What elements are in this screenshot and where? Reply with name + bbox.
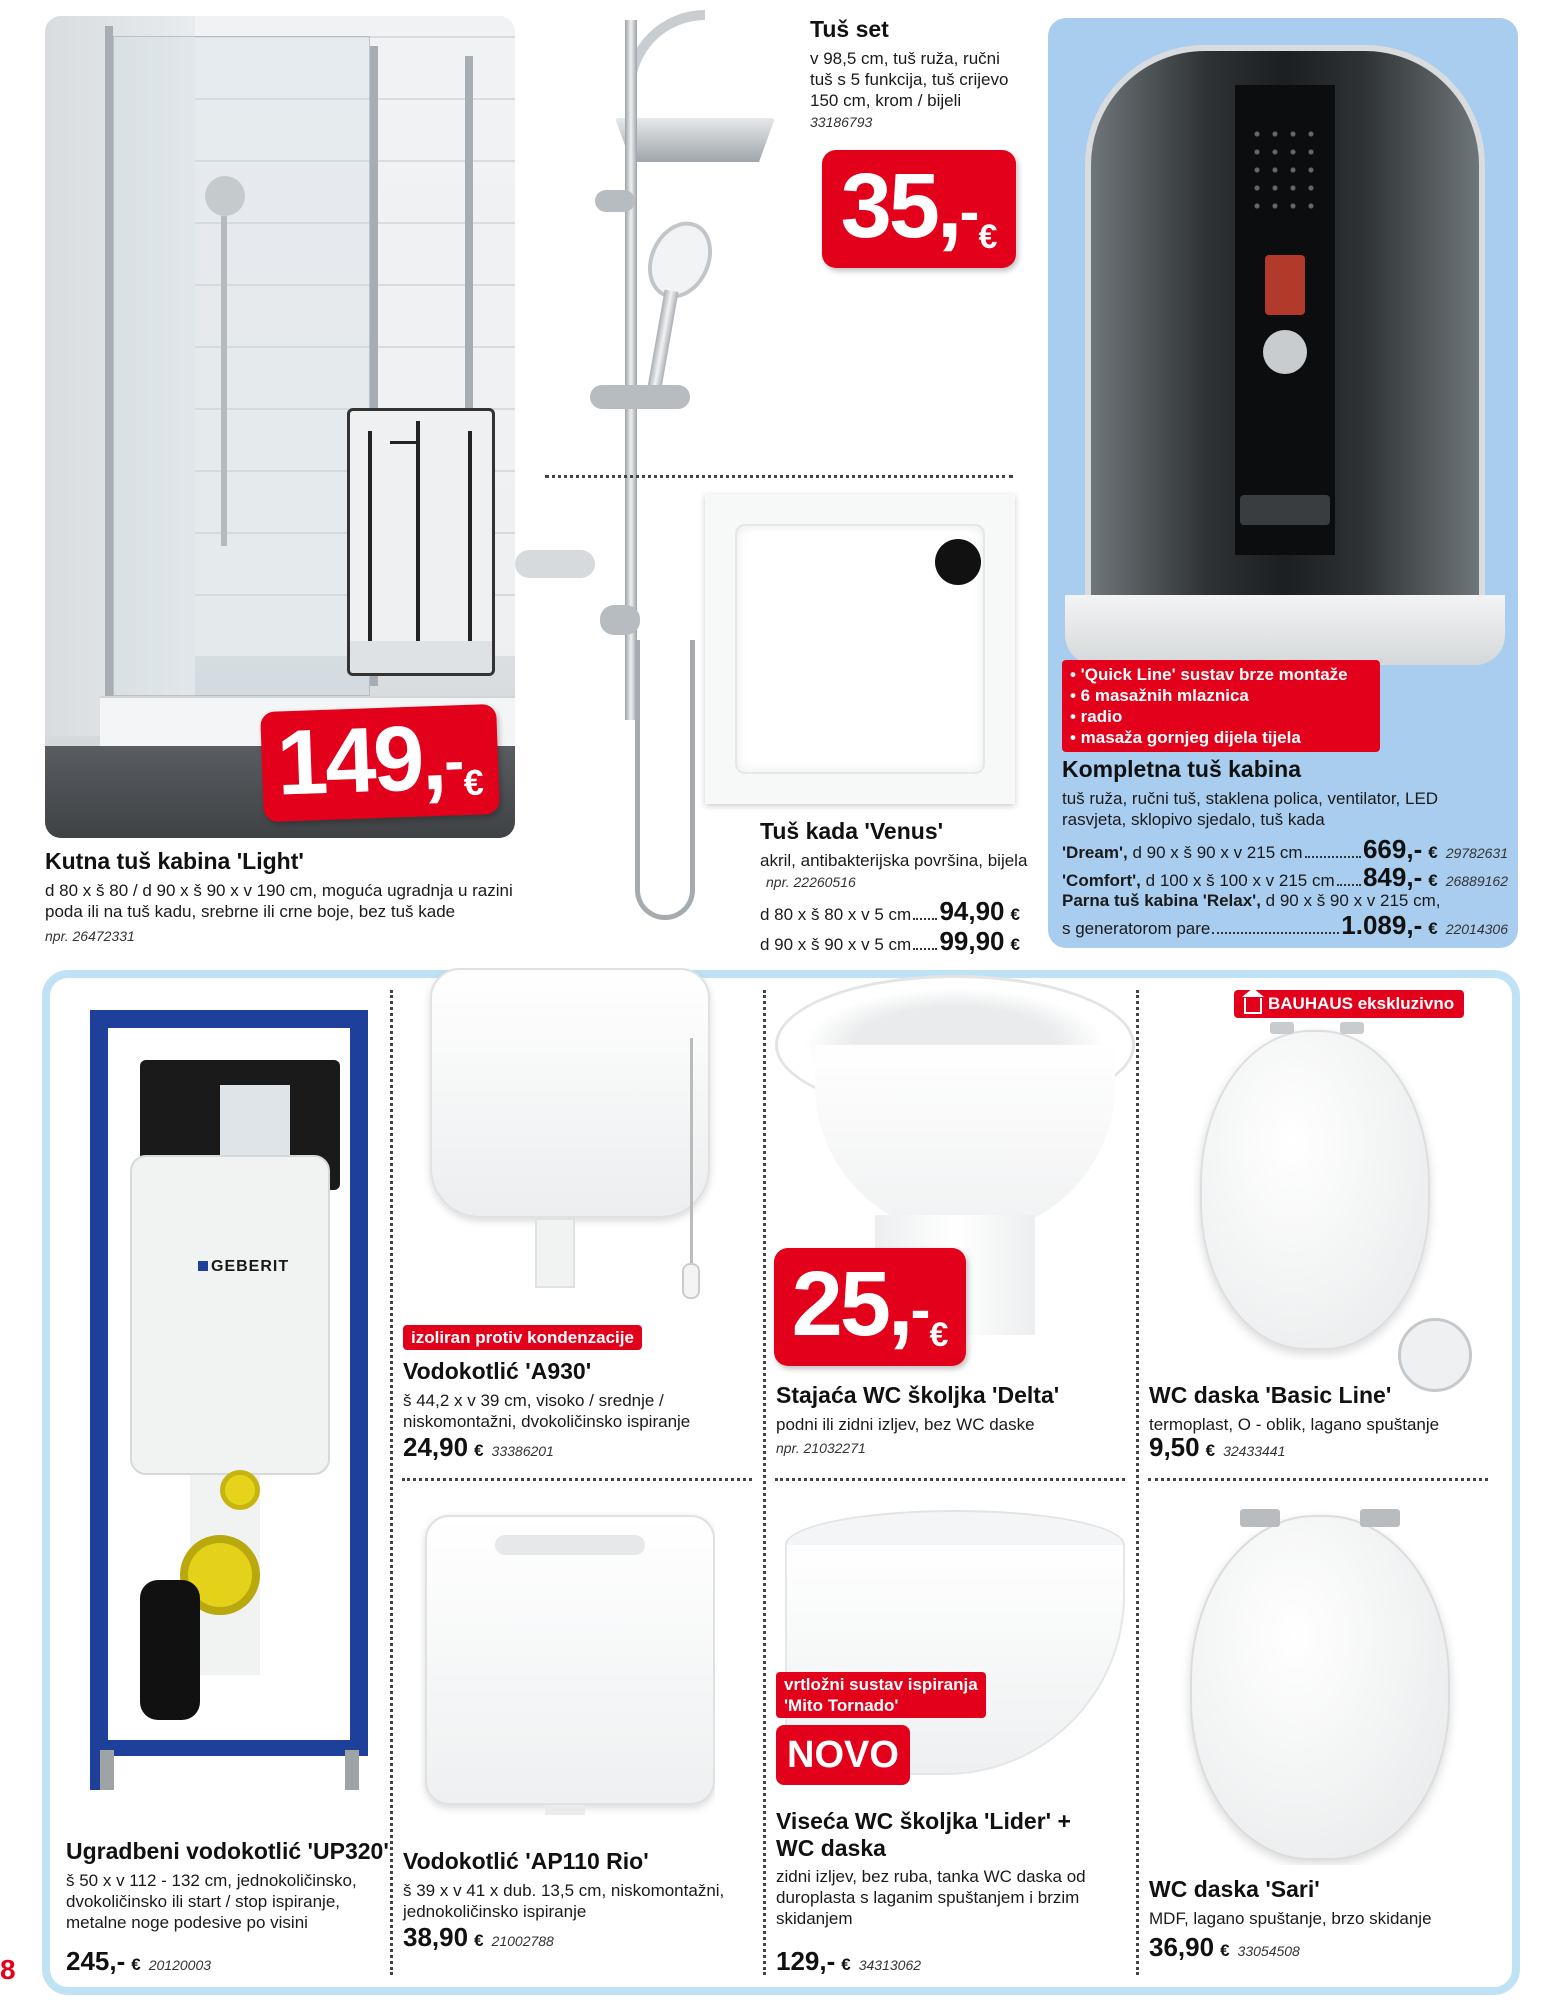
dream-price: 669,- [1362, 834, 1423, 864]
venus-tray-variant-1 [760, 896, 1020, 927]
bauhaus-exclusive-tag [1234, 990, 1464, 1018]
delta-title: Stajaća WC školjka 'Delta' [776, 1382, 1060, 1408]
sari-title: WC daska 'Sari' [1149, 1876, 1320, 1902]
a930-currency: € [474, 1441, 484, 1460]
venus-variant-2-label: d 90 x š 90 x v 5 cm [760, 935, 912, 954]
geberit-square-icon [198, 1261, 208, 1271]
relax-price: 1.089,- [1341, 910, 1423, 940]
venus-variant-1-label: d 80 x š 80 x v 5 cm [760, 905, 912, 924]
complete-cabin-variant-comfort [1062, 862, 1508, 893]
delta-price-currency: € [929, 1316, 949, 1354]
relax-name: Parna tuš kabina 'Relax', [1062, 891, 1261, 910]
light-cabin-price-dash: - [442, 727, 463, 795]
a930-title: Vodokotlić 'A930' [403, 1358, 592, 1384]
dream-currency: € [1428, 843, 1438, 862]
comfort-name: 'Comfort', [1062, 871, 1141, 890]
delta-price-dash: - [910, 1276, 928, 1343]
basic-line-currency: € [1205, 1441, 1216, 1460]
ap110-code: 21002788 [491, 1933, 554, 1949]
shower-set-price-dash: - [959, 178, 977, 245]
ap110-currency: € [474, 1931, 484, 1950]
lider-title [776, 1808, 1126, 1862]
a930-tag: izoliran protiv kondenzacije [403, 1325, 642, 1350]
complete-cabin-desc: tuš ruža, ručni tuš, staklena polica, ventilator, LED rasvjeta, sklopivo sjedalo, tuš kada [1062, 789, 1439, 829]
venus-tray-variant-2 [760, 926, 1020, 957]
novo-badge: NOVO [776, 1725, 910, 1785]
sari-photo [1180, 1505, 1460, 1865]
lider-title-line-1: Viseća WC školjka 'Lider' + [776, 1808, 1071, 1834]
up320-title: Ugradbeni vodokotlić 'UP320' [66, 1838, 389, 1864]
comfort-dims: d 100 x š 100 x v 215 cm [1140, 871, 1335, 890]
sari-price: 36,90 [1149, 1932, 1215, 1962]
dream-code: 29782631 [1445, 845, 1508, 861]
delta-code: npr. 21032271 [776, 1440, 866, 1456]
up320-currency: € [131, 1955, 141, 1974]
venus-tray-code: npr. 22260516 [766, 874, 856, 890]
lider-tag [776, 1672, 986, 1718]
venus-variant-2-price: 99,90 [939, 926, 1005, 956]
separator-top [545, 475, 1013, 478]
delta-price-badge [774, 1248, 966, 1366]
separator-h-3 [1148, 1478, 1488, 1481]
relax-dims: d 90 x š 90 x v 215 cm, [1260, 891, 1441, 910]
shower-set-price: 35, [840, 155, 960, 257]
bauhaus-exclusive-label: BAUHAUS ekskluzivno [1268, 994, 1455, 1013]
shower-set-title: Tuš set [810, 16, 889, 42]
separator-v-1 [390, 990, 393, 1975]
ap110-price-row [403, 1922, 554, 1953]
sari-price-row [1149, 1932, 1300, 1963]
geberit-logo [198, 1258, 289, 1276]
complete-cabin-title: Kompletna tuš kabina [1062, 756, 1301, 782]
separator-h-1 [402, 1478, 752, 1481]
lider-tag-line-1: vrtložni sustav ispiranja [784, 1675, 978, 1694]
a930-price-row [403, 1432, 554, 1463]
ap110-photo [415, 1505, 715, 1815]
ap110-price: 38,90 [403, 1922, 469, 1952]
venus-tray-title: Tuš kada 'Venus' [760, 818, 944, 844]
complete-cabin-variant-dream [1062, 834, 1508, 865]
sari-desc: MDF, lagano spuštanje, brzo skidanje [1149, 1909, 1432, 1928]
comfort-price: 849,- [1362, 862, 1423, 892]
venus-variant-1-currency: € [1010, 905, 1020, 924]
up320-price-row [66, 1946, 211, 1977]
lider-currency: € [841, 1955, 851, 1974]
light-cabin-inset-photo [347, 408, 495, 676]
basic-line-price: 9,50 [1149, 1432, 1200, 1462]
venus-tray-photo [705, 494, 1015, 804]
complete-cabin-feature-4: • masaža gornjeg dijela tijela [1070, 728, 1301, 747]
lider-price: 129,- [776, 1946, 836, 1976]
up320-desc: š 50 x v 112 - 132 cm, jednokoličinsko, dvokoličinsko ili start / stop ispiranje, metalne noge podesive po visini [66, 1871, 357, 1932]
separator-h-2 [775, 1478, 1125, 1481]
shower-set-price-badge [822, 150, 1016, 268]
lider-tag-line-2: 'Mito Tornado' [784, 1696, 899, 1715]
delta-price: 25, [791, 1253, 911, 1355]
venus-tray-desc [760, 850, 1030, 893]
basic-line-price-row [1149, 1432, 1285, 1463]
lider-desc: zidni izljev, bez ruba, tanka WC daska od duroplasta s laganim spuštanjem i brzim skidanjem [776, 1867, 1086, 1928]
shower-set-price-currency: € [978, 218, 998, 256]
ap110-desc: š 39 x v 41 x dub. 13,5 cm, niskomontažni, jednokoličinsko ispiranje [403, 1881, 725, 1921]
up320-price: 245,- [66, 1946, 126, 1976]
a930-code: 33386201 [491, 1443, 554, 1459]
light-cabin-code: npr. 26472331 [45, 928, 135, 944]
house-icon [1244, 998, 1262, 1014]
dream-name: 'Dream', [1062, 843, 1128, 862]
dream-dims: d 90 x š 90 x v 215 cm [1127, 843, 1303, 862]
light-cabin-price-currency: € [463, 761, 485, 804]
basic-line-title: WC daska 'Basic Line' [1149, 1382, 1392, 1408]
relax-currency: € [1428, 919, 1438, 938]
venus-variant-1-price: 94,90 [939, 896, 1005, 926]
relax-code: 22014306 [1445, 921, 1508, 937]
relax-line-1 [1062, 890, 1508, 911]
a930-photo [420, 968, 720, 1328]
relax-line-2 [1062, 910, 1508, 941]
delta-desc: podni ili zidni izljev, bez WC daske [776, 1415, 1035, 1434]
shower-set-desc: v 98,5 cm, tuš ruža, ručni tuš s 5 funkcija, tuš crijevo 150 cm, krom / bijeli [810, 49, 1009, 110]
complete-cabin-feature-3: • radio [1070, 707, 1123, 726]
basic-line-code: 32433441 [1223, 1443, 1286, 1459]
ap110-title: Vodokotlić 'AP110 Rio' [403, 1848, 649, 1874]
soft-close-icon [1398, 1318, 1472, 1392]
complete-cabin-feature-1: • 'Quick Line' sustav brze montaže [1070, 665, 1348, 684]
light-cabin-desc: d 80 x š 80 / d 90 x š 90 x v 190 cm, moguća ugradnja u razini poda ili na tuš kadu, srebrne ili crne boje, bez tuš kade [45, 881, 513, 921]
lider-title-line-2: WC daska [776, 1835, 886, 1861]
basic-line-photo [1180, 1020, 1450, 1360]
sari-currency: € [1220, 1941, 1230, 1960]
shower-set-code: 33186793 [810, 114, 873, 130]
separator-v-3 [1136, 990, 1139, 1975]
basic-line-desc: termoplast, O - oblik, lagano spuštanje [1149, 1415, 1440, 1434]
light-cabin-price: 149, [275, 706, 446, 815]
up320-code: 20120003 [148, 1957, 212, 1973]
lider-code: 34313062 [858, 1957, 922, 1973]
a930-price: 24,90 [403, 1432, 469, 1462]
page-number: 8 [0, 1954, 16, 1985]
complete-cabin-feature-2: • 6 masažnih mlaznica [1070, 686, 1249, 705]
venus-variant-2-currency: € [1010, 935, 1020, 954]
comfort-code: 26889162 [1445, 873, 1508, 889]
relax-dims-2: s generatorom pare [1062, 919, 1211, 938]
comfort-currency: € [1428, 871, 1438, 890]
geberit-logo-text: GEBERIT [211, 1258, 290, 1275]
complete-cabin-features [1062, 660, 1380, 752]
lider-price-row [776, 1946, 921, 1977]
light-cabin-price-badge [260, 704, 500, 822]
separator-v-2 [763, 990, 766, 1975]
complete-cabin-photo [1065, 25, 1505, 675]
up320-photo [60, 1010, 380, 1790]
sari-code: 33054508 [1237, 1943, 1300, 1959]
light-cabin-title: Kutna tuš kabina 'Light' [45, 848, 304, 874]
venus-tray-desc-text: akril, antibakterijska površina, bijela [760, 851, 1028, 870]
a930-desc: š 44,2 x v 39 cm, visoko / srednje / niskomontažni, dvokoličinsko ispiranje [403, 1391, 691, 1431]
